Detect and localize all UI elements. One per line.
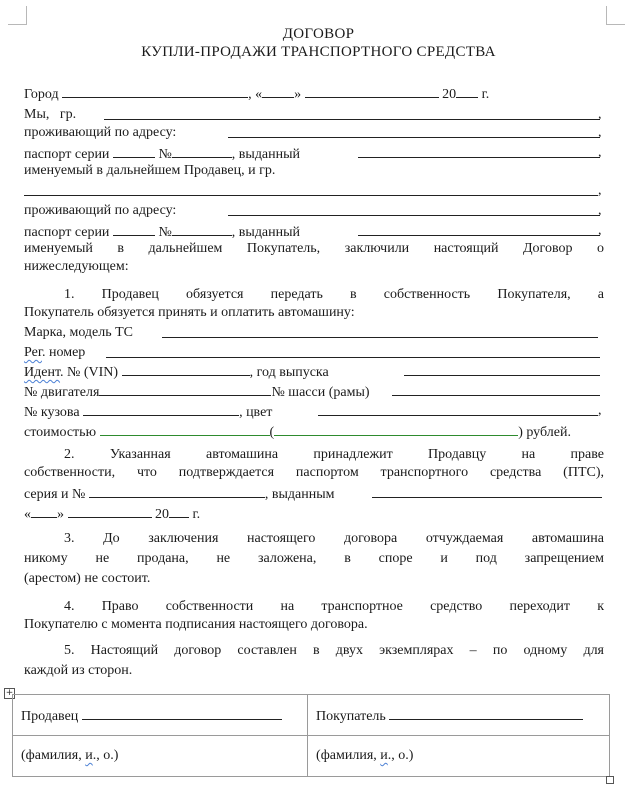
clause-1-text-2: Покупатель обязуется принять и оплатить автомашину: bbox=[24, 305, 355, 320]
city-date-line: Город , « » 20 г. bbox=[24, 84, 604, 104]
pts-year-field[interactable] bbox=[169, 504, 189, 518]
clause-3-text-2: никому не продана, не заложена, в споре и под запрещением bbox=[24, 551, 604, 566]
buyer-signature-cell[interactable] bbox=[308, 695, 610, 736]
pts-date-line: « » 20 г. bbox=[24, 504, 604, 524]
clause-5-text-2: каждой из сторон. bbox=[24, 663, 133, 678]
clause-3-text-3: (арестом) не состоит. bbox=[24, 571, 151, 586]
clause-4-text-2: Покупателю с момента подписания настоящего договора. bbox=[24, 617, 368, 632]
vin-line: Идент. № (VIN) , год выпуска bbox=[24, 362, 604, 382]
engine-chassis-line: № двигателя № шасси (рамы) bbox=[24, 382, 604, 402]
pts-month-field[interactable] bbox=[68, 504, 152, 518]
document-title: ДОГОВОР bbox=[282, 26, 355, 42]
resize-handle-icon[interactable] bbox=[606, 776, 614, 784]
buyer-name-field[interactable] bbox=[24, 194, 598, 196]
buyer-named-line-2: нижеследующем: bbox=[24, 259, 129, 274]
clause-4-text: 4. Право собственности на транспортное средство переходит к bbox=[64, 599, 604, 614]
move-anchor-icon[interactable]: + bbox=[5, 688, 14, 698]
city-field[interactable] bbox=[62, 84, 248, 98]
month-field[interactable] bbox=[305, 84, 439, 98]
make-model-line: Марка, модель ТС bbox=[24, 325, 134, 340]
cost-words-field[interactable] bbox=[274, 422, 518, 436]
margin-corner-marker bbox=[606, 6, 625, 25]
buyer-address-field[interactable] bbox=[228, 214, 600, 216]
color-field[interactable] bbox=[318, 414, 598, 416]
buyer-named-line: именуемый в дальнейшем Покупатель, заключили настоящий Договор о bbox=[24, 241, 604, 256]
signature-table bbox=[12, 694, 610, 777]
make-model-field[interactable] bbox=[162, 336, 598, 338]
seller-address-line: проживающий по адресу: bbox=[24, 125, 177, 140]
pts-day-field[interactable] bbox=[31, 504, 57, 518]
seller-passport-issued-field[interactable] bbox=[358, 156, 600, 158]
margin-corner-marker bbox=[8, 6, 27, 25]
year-field[interactable] bbox=[456, 84, 478, 98]
seller-named-line: именуемый в дальнейшем Продавец, и гр. bbox=[24, 163, 276, 178]
reg-number-field[interactable] bbox=[106, 356, 600, 358]
buyer-passport-series-field[interactable] bbox=[113, 222, 155, 236]
seller-name-hint-cell[interactable]: (фамилия, и., о.) bbox=[13, 736, 308, 777]
seller-address-field[interactable] bbox=[228, 136, 600, 138]
reg-number-line: Рег. номер bbox=[24, 345, 86, 360]
document-subtitle: КУПЛИ-ПРОДАЖИ ТРАНСПОРТНОГО СРЕДСТВА bbox=[141, 44, 496, 60]
buyer-name-hint-cell[interactable]: (фамилия, и., о.) bbox=[308, 736, 610, 777]
seller-signature-cell[interactable] bbox=[13, 695, 308, 736]
chassis-number-field[interactable] bbox=[392, 394, 600, 396]
seller-passport-series-field[interactable] bbox=[113, 144, 155, 158]
clause-2-text: 2. Указанная автомашина принадлежит Продавцу на праве bbox=[64, 447, 604, 462]
document-page: ДОГОВОР КУПЛИ-ПРОДАЖИ ТРАНСПОРТНОГО СРЕДСТВА Город , « » 20 г. Мы, гр. , проживающий по адресу: , паспорт серии № , выданный , именуемый в дальнейшем Продавец, и гр. , проживающий по адресу: , паспорт серии № , выданный , именуемый в дальнейшем Покупатель, заключили настоящий Договор о нижеследующем: 1. Продавец обязуется передать в собственность Покупателя, а Покупатель обязуется принять и оплатить автомашину: Марка, модель ТС Рег. номер Идент. № (VIN) , год выпуска № двигателя № шасси (рамы) № кузова , цвет , стоимостью ( ) рублей. 2. Указанная автомашина принадлежит Продавцу на праве собственности, что подтверждается паспортом транспортного средства (ПТС), серия и № , выданным « » 20 г. 3. До заключения настоящего договора отчуждаемая автомашина никому не продана, не заложена, в споре и под запрещением (арестом) не состоит. 4. Право собственности на транспортное средство переходит к Покупателю с момента подписания настоящего договора. 5. Настоящий договор составлен в двух экземплярах – по одному для каждой из сторон. + Продавец Покупатель (фамилия, и., о.) (фамилия, и., о.) bbox=[0, 0, 637, 800]
cost-digits-field[interactable] bbox=[100, 422, 270, 436]
seller-name-line: Мы, гр. bbox=[24, 107, 77, 122]
clause-2-text-2: собственности, что подтверждается паспортом транспортного средства (ПТС), bbox=[24, 465, 604, 480]
pts-series-line: серия и № , выданным bbox=[24, 484, 604, 504]
seller-name-field[interactable] bbox=[104, 118, 600, 120]
buyer-passport-line: паспорт серии № , выданный bbox=[24, 222, 604, 242]
seller-passport-line: паспорт серии № , выданный bbox=[24, 144, 604, 164]
buyer-address-line: проживающий по адресу: bbox=[24, 203, 177, 218]
cost-line: стоимостью ( ) рублей. bbox=[24, 422, 604, 442]
buyer-passport-number-field[interactable] bbox=[172, 222, 232, 236]
clause-3-text: 3. До заключения настоящего договора отчуждаемая автомашина bbox=[64, 531, 604, 546]
clause-1-text: 1. Продавец обязуется передать в собственность Покупателя, а bbox=[64, 287, 604, 302]
clause-5-text: 5. Настоящий договор составлен в двух экземплярах – по одному для bbox=[64, 643, 604, 658]
year-made-field[interactable] bbox=[404, 374, 600, 376]
vin-field[interactable] bbox=[122, 362, 250, 376]
seller-label: Продавец bbox=[21, 708, 79, 724]
pts-number-field[interactable] bbox=[89, 484, 265, 498]
buyer-passport-issued-field[interactable] bbox=[358, 234, 600, 236]
buyer-label: Покупатель bbox=[316, 708, 386, 724]
seller-passport-number-field[interactable] bbox=[172, 144, 232, 158]
seller-signature-field[interactable] bbox=[82, 706, 282, 720]
buyer-signature-field[interactable] bbox=[389, 706, 583, 720]
pts-issued-by-field[interactable] bbox=[372, 496, 602, 498]
body-color-line: № кузова , цвет bbox=[24, 402, 604, 422]
engine-number-field[interactable] bbox=[99, 382, 271, 396]
body-number-field[interactable] bbox=[83, 402, 239, 416]
day-field[interactable] bbox=[262, 84, 294, 98]
city-label: Город bbox=[24, 87, 59, 102]
